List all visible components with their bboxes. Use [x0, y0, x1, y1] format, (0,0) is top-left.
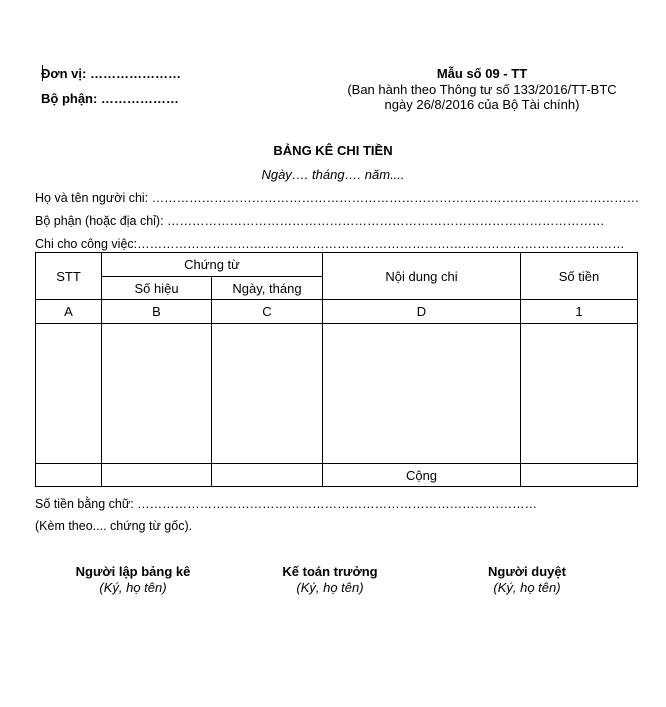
- header-ngay-thang: Ngày, tháng: [212, 277, 323, 300]
- total-row: [36, 464, 638, 487]
- code-cell: C: [212, 300, 323, 324]
- expense-table: [35, 252, 638, 487]
- total-label: Cộng: [323, 464, 521, 487]
- table-cell: [323, 324, 521, 464]
- signature-note: (Ký, họ tên): [296, 580, 364, 595]
- signature-preparer: [48, 564, 218, 596]
- page-title: BẢNG KÊ CHI TIỀN: [273, 143, 393, 158]
- payee-name-field: Họ và tên người chi: ………………………………………………………………………………………………………: [35, 191, 640, 205]
- code-cell: D: [323, 300, 521, 324]
- table-cell: [521, 464, 638, 487]
- form-number: Mẫu số 09 - TT: [436, 66, 528, 81]
- circular-reference: (Ban hành theo Thông tư số 133/2016/TT-BTC: [347, 82, 617, 97]
- department-field: Bộ phận (hoặc địa chỉ): ……………………………………………………………………………………………: [35, 214, 605, 228]
- code-row: [36, 300, 638, 324]
- don-vi-label: Đơn vị: …………………: [41, 66, 181, 81]
- purpose-field: Chi cho công việc:………………………………………………………………………………………………………: [35, 237, 625, 251]
- circular-date: ngày 26/8/2016 của Bộ Tài chính): [384, 97, 580, 112]
- table-cell: [212, 464, 323, 487]
- table-cell: [36, 464, 102, 487]
- amount-in-words-field: Số tiền bằng chữ: ……………………………………………………………………………………: [35, 497, 538, 511]
- signature-title: Người duyệt: [488, 564, 566, 579]
- table-cell: [102, 324, 212, 464]
- header-stt: STT: [36, 253, 102, 300]
- signature-note: (Ký, họ tên): [99, 580, 167, 595]
- signature-chief-accountant: [245, 564, 415, 596]
- code-cell: B: [102, 300, 212, 324]
- code-cell: 1: [521, 300, 638, 324]
- signature-title: Người lập bảng kê: [75, 564, 191, 579]
- signature-approver: [442, 564, 612, 596]
- signature-title: Kế toán trưởng: [282, 564, 378, 579]
- table-row: [36, 324, 638, 464]
- table-cell: [102, 464, 212, 487]
- bo-phan-label: Bộ phận: ………………: [41, 91, 179, 106]
- table-cell: [521, 324, 638, 464]
- table-cell: [36, 324, 102, 464]
- header-so-tien: Số tiền: [521, 253, 638, 300]
- header-so-hieu: Số hiệu: [102, 277, 212, 300]
- date-line: Ngày…. tháng…. năm....: [261, 167, 405, 182]
- table-cell: [212, 324, 323, 464]
- code-cell: A: [36, 300, 102, 324]
- header-noi-dung: Nội dung chi: [323, 253, 521, 300]
- attachments-note: (Kèm theo.... chứng từ gốc).: [35, 519, 193, 533]
- header-chung-tu: Chứng từ: [102, 253, 323, 277]
- signature-note: (Ký, họ tên): [493, 580, 561, 595]
